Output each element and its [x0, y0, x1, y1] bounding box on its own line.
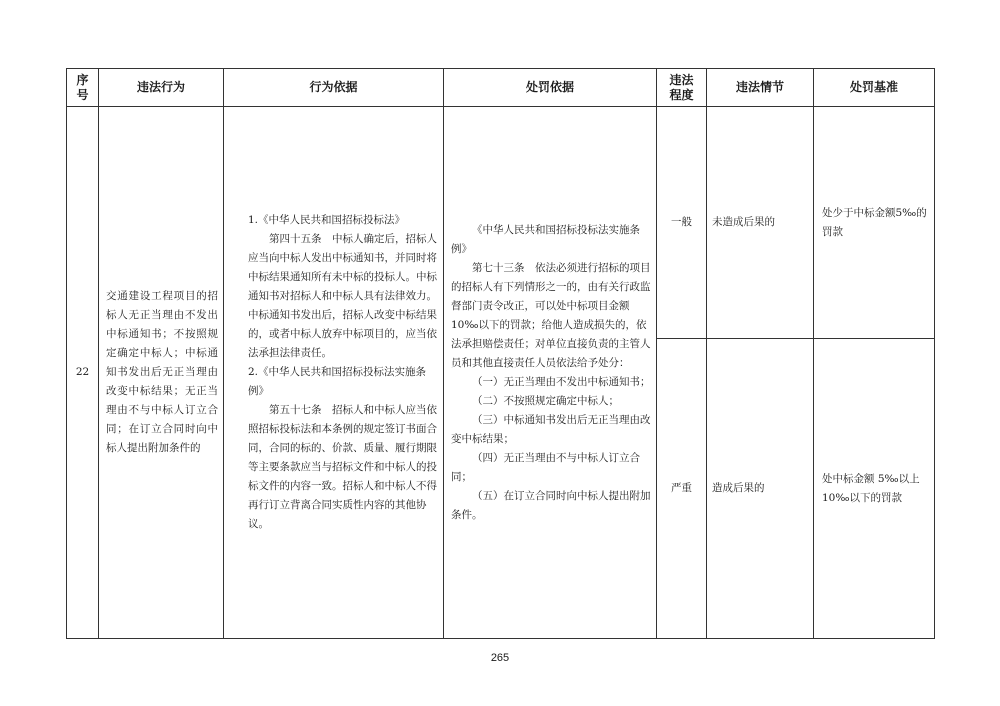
penalty-item: （二）不按照规定确定中标人；	[472, 394, 619, 407]
circumstance-serious: 造成后果的	[707, 339, 814, 639]
law1-title: 1.《中华人民共和国招标投标法》	[248, 214, 406, 226]
header-circumstance: 违法情节	[707, 69, 814, 107]
penalty-basis	[444, 107, 657, 639]
header-no: 序号	[67, 69, 99, 107]
header-degree: 违法程度	[657, 69, 707, 107]
law1-text: 第四十五条 中标人确定后，招标人应当向中标人发出中标通知书，并同时将中标结果通知所有未中标的投标人。中标通知书对招标人和中标人具有法律效力。中标通知书发出后，招标人改变中标结果的，或者中标人放弃中标项目的，应当依法承担法律责任。	[248, 233, 437, 359]
law2-text: 第五十七条 招标人和中标人应当依照招标投标法和本条例的规定签订书面合同，合同的标的、价款、质量、履行期限等主要条款应当与招标文件和中标人的投标文件的内容一致。招标人和中标人不得再行订立背离合同实质性内容的其他协议。	[248, 404, 437, 530]
penalty-title: 《中华人民共和国招标投标法实施条例》	[451, 223, 640, 255]
penalty-text: 第七十三条 依法必须进行招标的项目的招标人有下列情形之一的，由有关行政监督部门责令改正，可以处中标项目金额10‰以下的罚款；给他人造成损失的，依法承担赔偿责任；对单位直接负责的主管人员和其他直接责任人员依法给予处分：	[451, 261, 651, 369]
header-behavior: 违法行为	[99, 69, 224, 107]
header-standard: 处罚基准	[814, 69, 935, 107]
header-basis: 行为依据	[224, 69, 444, 107]
legal-basis	[224, 107, 444, 639]
row-number: 22	[67, 107, 99, 639]
standard-serious: 处中标金额 5‰以上10‰以下的罚款	[814, 339, 935, 639]
violation-behavior: 交通建设工程项目的招标人无正当理由不发出中标通知书；不按照规定确定中标人；中标通知书发出后无正当理由改变中标结果；无正当理由不与中标人订立合同；在订立合同时向中标人提出附加条件的	[99, 107, 224, 639]
circumstance-general: 未造成后果的	[707, 107, 814, 339]
penalty-item: （四）无正当理由不与中标人订立合同；	[451, 451, 640, 483]
table-row	[67, 107, 935, 339]
header-row	[67, 69, 935, 107]
penalty-table	[66, 68, 935, 639]
penalty-item: （三）中标通知书发出后无正当理由改变中标结果；	[451, 413, 651, 445]
standard-general: 处少于中标金额5‰的罚款	[814, 107, 935, 339]
law2-title: 2.《中华人民共和国招标投标法实施条例》	[248, 366, 427, 397]
header-penalty-basis: 处罚依据	[444, 69, 657, 107]
degree-general: 一般	[657, 107, 707, 339]
penalty-item: （五）在订立合同时向中标人提出附加条件。	[451, 489, 651, 521]
page-number: 265	[490, 652, 510, 664]
penalty-item: （一）无正当理由不发出中标通知书；	[472, 375, 651, 388]
degree-serious: 严重	[657, 339, 707, 639]
